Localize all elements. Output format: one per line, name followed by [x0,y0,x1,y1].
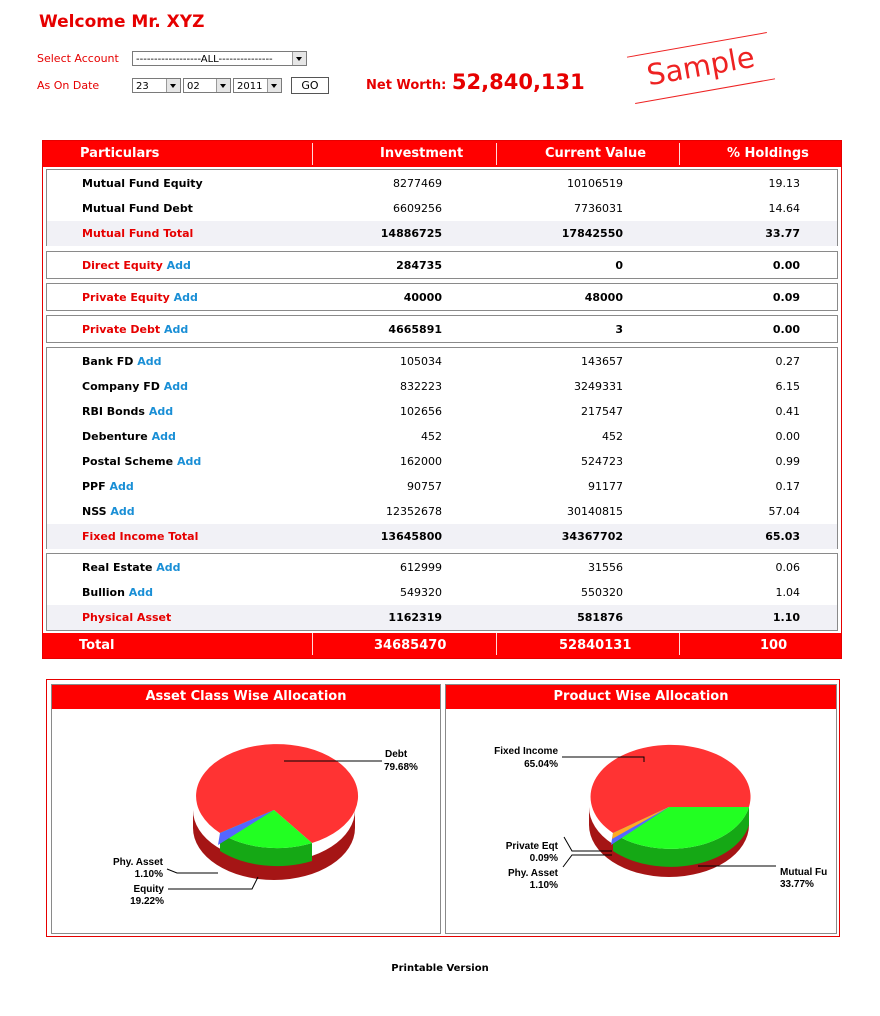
portfolio-table [42,140,842,659]
chevron-down-icon [166,79,180,92]
row-holdings: 57.04 [768,505,800,518]
table-row [47,349,837,374]
row-name: NSS [82,505,107,518]
leader-line-equity [168,877,258,889]
account-select-value: ------------------ALL--------------- [136,54,273,65]
row-holdings: 0.06 [775,561,800,574]
row-investment: 12352678 [386,505,442,518]
leader-line-phy-asset [167,869,218,873]
row-holdings: 65.03 [765,530,800,543]
row-holdings: 6.15 [775,380,800,393]
row-current-value: 17842550 [561,227,623,240]
table-row [47,555,837,580]
label-phy-asset: Phy. Asset [507,868,558,879]
chevron-down-icon [216,79,230,92]
row-name: Physical Asset [82,611,172,624]
row-name: Mutual Fund Total [82,227,194,240]
row-investment: 1162319 [388,611,442,624]
row-name: Mutual Fund Equity [82,177,203,190]
product-pie-chart [446,709,836,933]
row-current-value: 581876 [577,611,623,624]
add-nss-link[interactable]: Add [110,505,135,518]
table-row [47,580,837,605]
row-current-value: 550320 [581,586,623,599]
direct-equity-group [46,251,838,279]
asset-class-chart-title: Asset Class Wise Allocation [52,685,440,709]
row-current-value: 3249331 [574,380,623,393]
net-worth [366,70,585,94]
go-button[interactable]: GO [291,77,329,94]
label-private-eqt-pct: 0.09% [529,853,558,864]
table-row [47,317,837,342]
row-holdings: 1.04 [775,586,800,599]
product-chart-panel [445,684,837,934]
label-mutual-fund-pct: 33.77% [780,879,814,890]
row-investment: 549320 [400,586,442,599]
row-name-wrap [82,499,135,524]
row-holdings: 0.00 [772,259,800,272]
private-debt-group [46,315,838,343]
row-current-value: 31556 [588,561,623,574]
chevron-down-icon [267,79,281,92]
row-name-wrap [82,285,198,310]
row-name: Bullion [82,586,125,599]
label-debt: Debt [385,749,408,760]
add-private-equity-link[interactable]: Add [173,291,198,304]
row-holdings: 14.64 [768,202,800,215]
as-on-date-label: As On Date [37,79,100,92]
header-divider [679,143,680,165]
row-name: Real Estate [82,561,153,574]
row-investment: 102656 [400,405,442,418]
asset-class-chart-panel [51,684,441,934]
label-fixed-income: Fixed Income [494,746,558,757]
add-private-debt-link[interactable]: Add [163,323,189,336]
table-row [47,171,837,196]
add-bank-fd-link[interactable]: Add [137,355,162,368]
fixed-income-group [46,347,838,549]
row-name: Private Equity [82,291,170,304]
day-select[interactable] [132,78,181,93]
label-equity: Equity [133,884,164,895]
table-row [47,253,837,278]
row-investment: 452 [421,430,442,443]
column-header-investment: Investment [380,146,464,161]
total-divider [679,633,680,655]
row-name: Mutual Fund Debt [82,202,193,215]
row-holdings: 0.99 [775,455,800,468]
table-row [47,499,837,524]
header-divider [496,143,497,165]
grand-total-row [43,633,841,658]
row-current-value: 34367702 [561,530,623,543]
row-holdings: 0.41 [775,405,800,418]
add-ppf-link[interactable]: Add [109,480,134,493]
add-postal-scheme-link[interactable]: Add [176,455,202,468]
row-investment: 612999 [400,561,442,574]
row-holdings: 0.09 [772,291,800,304]
row-name-wrap [82,555,181,580]
table-row [47,474,837,499]
row-name: Private Debt [82,323,161,336]
row-name: PPF [82,480,106,493]
row-name-wrap [82,399,173,424]
total-divider [312,633,313,655]
row-name-wrap [82,374,188,399]
label-phy-asset-pct: 1.10% [134,869,163,880]
row-holdings: 0.00 [772,323,800,336]
table-row [47,196,837,221]
table-row [47,374,837,399]
net-worth-value: 52,840,131 [451,70,585,94]
row-investment: 14886725 [380,227,442,240]
row-holdings: 0.00 [775,430,800,443]
label-phy-asset: Phy. Asset [112,857,163,868]
row-investment: 40000 [403,291,442,304]
printable-version-link[interactable]: Printable Version [391,963,489,974]
row-name: Debenture [82,430,148,443]
private-equity-group [46,283,838,311]
add-rbi-bonds-link[interactable]: Add [148,405,174,418]
total-label: Total [79,638,115,653]
row-name: Bank FD [82,355,134,368]
table-row [47,285,837,310]
total-holdings: 100 [760,638,788,653]
row-current-value: 7736031 [574,202,623,215]
row-name: Direct Equity [82,259,163,272]
select-account-label: Select Account [37,52,119,65]
row-holdings: 0.17 [775,480,800,493]
add-debenture-link[interactable]: Add [151,430,176,443]
label-private-eqt: Private Eqt [505,841,558,852]
label-fixed-income-pct: 65.04% [524,759,558,770]
add-company-fd-link[interactable]: Add [163,380,188,393]
add-real-estate-link[interactable]: Add [156,561,181,574]
physical-asset-group [46,553,838,631]
row-name-wrap [82,349,162,374]
add-bullion-link[interactable]: Add [128,586,154,599]
table-row-total [47,221,837,246]
product-chart-title: Product Wise Allocation [446,685,836,709]
row-name-wrap [82,424,176,449]
row-current-value: 10106519 [567,177,623,190]
row-current-value: 30140815 [567,505,623,518]
table-row [47,449,837,474]
row-investment: 4665891 [388,323,442,336]
row-name: RBI Bonds [82,405,145,418]
column-header-particulars: Particulars [80,146,160,161]
row-name: Company FD [82,380,160,393]
year-select-value: 2011 [237,81,263,92]
header-divider [312,143,313,165]
welcome-title: Welcome Mr. XYZ [39,12,205,32]
row-name: Postal Scheme [82,455,174,468]
label-mutual-fund: Mutual Fu [780,867,828,878]
row-name-wrap [82,474,134,499]
row-name: Fixed Income Total [82,530,199,543]
asset-class-pie-chart [52,709,440,933]
net-worth-label: Net Worth: [366,78,447,93]
row-investment: 8277469 [393,177,442,190]
row-name-wrap [82,449,201,474]
row-investment: 284735 [396,259,442,272]
row-current-value: 48000 [584,291,623,304]
leader-line-phy-asset [563,855,612,867]
row-name-wrap [82,253,191,278]
table-row [47,424,837,449]
add-direct-equity-link[interactable]: Add [166,259,191,272]
row-current-value: 524723 [581,455,623,468]
day-select-value: 23 [136,81,149,92]
row-holdings: 1.10 [772,611,800,624]
row-current-value: 91177 [588,480,623,493]
month-select[interactable] [183,78,231,93]
table-row-total [47,605,837,630]
table-row [47,399,837,424]
table-row-total [47,524,837,549]
row-current-value: 217547 [581,405,623,418]
row-investment: 13645800 [380,530,442,543]
sample-stamp: Sample [627,32,775,104]
row-investment: 105034 [400,355,442,368]
label-debt-pct: 79.68% [384,762,418,773]
row-current-value: 452 [602,430,623,443]
total-current-value: 52840131 [559,638,632,653]
row-investment: 6609256 [393,202,442,215]
row-current-value: 0 [615,259,623,272]
table-header [43,141,841,167]
mutual-fund-group [46,169,838,246]
account-select[interactable] [132,51,307,66]
column-header-current-value: Current Value [545,146,647,161]
year-select[interactable] [233,78,282,93]
row-name-wrap [82,580,153,605]
total-investment: 34685470 [374,638,447,653]
row-name-wrap [82,317,188,342]
row-current-value: 3 [615,323,623,336]
chevron-down-icon [292,52,306,65]
row-holdings: 0.27 [775,355,800,368]
label-equity-pct: 19.22% [130,896,164,907]
row-investment: 162000 [400,455,442,468]
row-investment: 832223 [400,380,442,393]
row-investment: 90757 [407,480,442,493]
row-current-value: 143657 [581,355,623,368]
label-phy-asset-pct: 1.10% [529,880,558,891]
row-holdings: 33.77 [765,227,800,240]
column-header-holdings: % Holdings [727,146,809,161]
allocation-charts [46,679,840,937]
month-select-value: 02 [187,81,200,92]
row-holdings: 19.13 [768,177,800,190]
total-divider [496,633,497,655]
